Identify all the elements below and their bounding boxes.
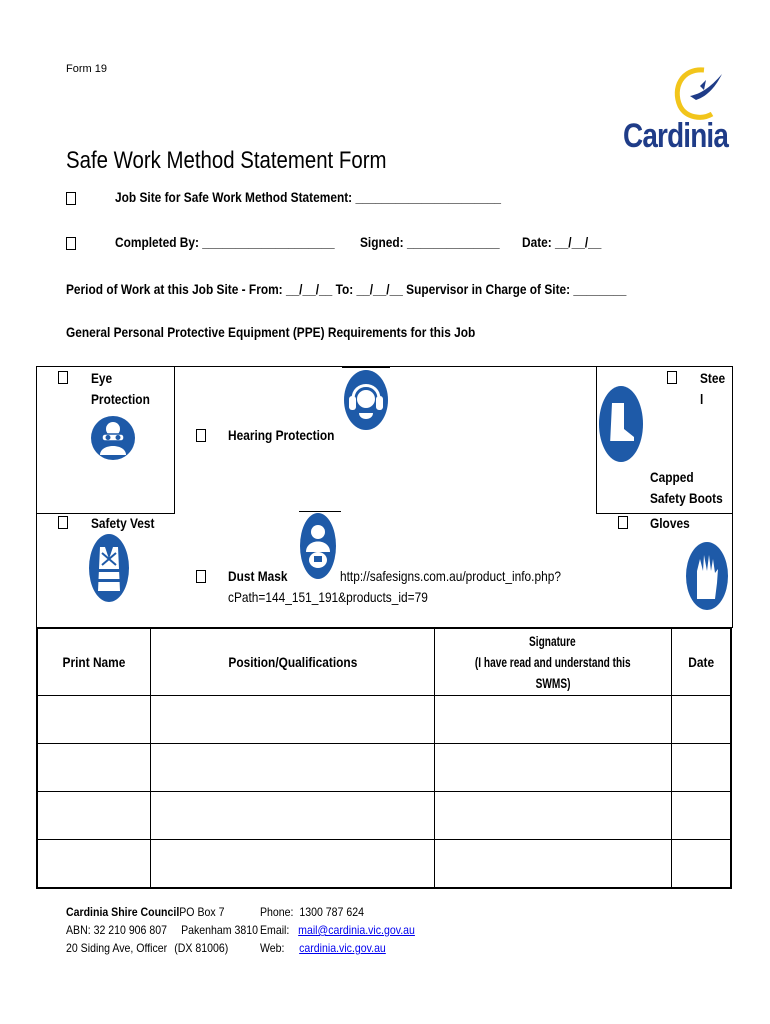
web-label: Web: xyxy=(260,941,285,955)
safety-vest-label: Safety Vest xyxy=(91,515,155,531)
logo-text: Cardinia xyxy=(623,117,728,155)
dust-mask-url-part2: cPath=144_151_191&products_id=79 xyxy=(228,589,428,605)
dust-mask-label: Dust Mask xyxy=(228,568,288,584)
print-name-cell[interactable] xyxy=(37,792,151,840)
position-cell[interactable] xyxy=(151,792,435,840)
phone-number: 1300 787 624 xyxy=(299,905,364,919)
email-label: Email: xyxy=(260,923,290,937)
table-header-row xyxy=(37,628,731,696)
steel-label: Stee l xyxy=(700,370,726,407)
ppe-heading: General Personal Protective Equipment (PPE) Requirements for this Job xyxy=(66,324,476,340)
gloves-icon xyxy=(685,541,729,616)
date-cell[interactable] xyxy=(671,696,731,744)
form-number: Form 19 xyxy=(66,63,107,75)
email-link[interactable]: mail@cardinia.vic.gov.au xyxy=(298,923,415,937)
signature-header: Signature (I have read and understand this SWMS) xyxy=(435,628,671,696)
safety-vest-checkbox[interactable] xyxy=(58,516,68,529)
footer-contact xyxy=(260,903,415,957)
footer-abn: ABN: 32 210 906 807 xyxy=(66,923,167,937)
page-title: Safe Work Method Statement Form xyxy=(66,147,387,174)
eye-protection-checkbox[interactable] xyxy=(58,371,68,384)
footer-dx: (DX 81006) xyxy=(174,941,229,955)
phone-label: Phone: xyxy=(260,905,294,919)
dust-mask-url-part1: http://safesigns.com.au/product_info.php? xyxy=(340,568,561,584)
table-row xyxy=(37,696,731,744)
job-site-field[interactable]: Job Site for Safe Work Method Statement: ______________________ xyxy=(115,189,502,205)
print-name-header: Print Name xyxy=(37,628,151,696)
footer-council: Cardinia Shire Council xyxy=(66,905,180,919)
dust-mask-icon xyxy=(299,512,337,585)
gloves-checkbox[interactable] xyxy=(618,516,628,529)
print-name-cell[interactable] xyxy=(37,840,151,889)
position-cell[interactable] xyxy=(151,840,435,889)
web-link[interactable]: cardinia.vic.gov.au xyxy=(299,941,386,955)
signed-field[interactable]: Signed: ______________ xyxy=(360,234,500,250)
footer-pakenham: Pakenham 3810 xyxy=(181,923,258,937)
date-cell[interactable] xyxy=(671,744,731,792)
footer-street: 20 Siding Ave, Officer xyxy=(66,941,168,955)
period-of-work-field[interactable]: Period of Work at this Job Site - From: __/__/__ To: __/__/__ Supervisor in Charge of Site: ________ xyxy=(66,281,627,297)
date-cell[interactable] xyxy=(671,840,731,889)
capped-safety-boots-label: Capped Safety Boots xyxy=(650,469,723,506)
eye-protection-icon xyxy=(90,415,136,466)
dust-mask-checkbox[interactable] xyxy=(196,570,206,583)
eye-protection-label: Eye Protection xyxy=(91,370,150,407)
hearing-protection-label: Hearing Protection xyxy=(228,427,335,443)
position-cell[interactable] xyxy=(151,696,435,744)
table-row xyxy=(37,744,731,792)
steel-capped-boots-checkbox[interactable] xyxy=(667,371,677,384)
date-header: Date xyxy=(671,628,731,696)
footer-address xyxy=(66,903,258,957)
hearing-protection-icon xyxy=(343,369,389,436)
table-row xyxy=(37,792,731,840)
print-name-cell[interactable] xyxy=(37,744,151,792)
footer-po-box: PO Box 7 xyxy=(179,905,225,919)
date-field[interactable]: Date: __/__/__ xyxy=(522,234,602,250)
table-row xyxy=(37,840,731,889)
completed-by-field[interactable]: Completed By: ____________________ xyxy=(115,234,335,250)
safety-boots-icon xyxy=(598,385,644,468)
date-cell[interactable] xyxy=(671,792,731,840)
position-cell[interactable] xyxy=(151,744,435,792)
job-site-checkbox[interactable] xyxy=(66,192,76,205)
signature-cell[interactable] xyxy=(435,792,671,840)
signature-cell[interactable] xyxy=(435,840,671,889)
gloves-label: Gloves xyxy=(650,515,690,531)
signature-cell[interactable] xyxy=(435,744,671,792)
position-header: Position/Qualifications xyxy=(151,628,435,696)
completed-by-checkbox[interactable] xyxy=(66,237,76,250)
safety-vest-icon xyxy=(88,533,130,608)
signature-table xyxy=(36,627,732,889)
print-name-cell[interactable] xyxy=(37,696,151,744)
hearing-protection-checkbox[interactable] xyxy=(196,429,206,442)
signature-cell[interactable] xyxy=(435,696,671,744)
